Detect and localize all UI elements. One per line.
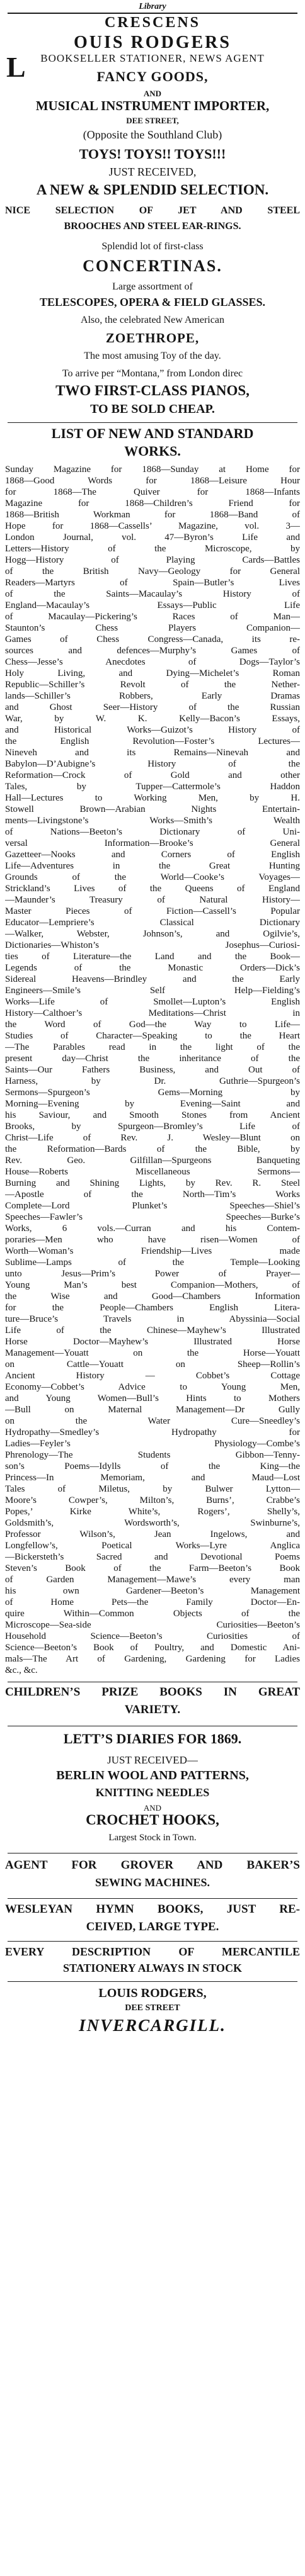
- ad-line: Grounds of the World—Cooke’s Voyages—: [5, 873, 300, 882]
- ad-line: Works, 6 vols.—Curran and his Contem-: [5, 1224, 300, 1234]
- ad-line: his Saviour, and Smooth Stones from Ancient: [5, 1111, 300, 1120]
- ad-line: Speeches—Fawler’s Speeches—Burke’s: [5, 1213, 300, 1222]
- ad-line: Horse Doctor—Mayhew’s Illustrated Horse: [5, 1337, 300, 1347]
- ad-line: The most amusing Toy of the day.: [84, 351, 221, 361]
- ad-line: TWO FIRST-CLASS PIANOS,: [55, 383, 250, 398]
- header-rule: [8, 13, 297, 14]
- ad-line: Longfellow’s, Poetical Works—Lyre Anglica: [5, 1541, 300, 1551]
- ad-line: of Home Pets—the Family Doctor—En-: [5, 1598, 300, 1607]
- ad-line: Hydropathy—Smedley’s Hydropathy for: [5, 1428, 300, 1437]
- ad-line: the Wise and Good—Chambers Information: [5, 1292, 300, 1302]
- ad-line: mals—The Art of Gardening, Gardening for Ladies: [5, 1655, 300, 1664]
- ad-line: A NEW & SPLENDID SELECTION.: [36, 183, 269, 197]
- ad-line: Ancient History — Cobbet’s Cottage: [5, 1371, 300, 1381]
- ad-line: Magazine for 1868—Children’s Friend for: [5, 499, 300, 509]
- ad-line: Sermons—Spurgeon’s Gems—Morning by: [5, 1088, 300, 1098]
- ad-line: Brooks, by Spurgeon—Bromley’s Life of: [5, 1122, 300, 1132]
- ad-line: Dictionaries—Whiston’s Josephus—Curiosi-: [5, 941, 300, 950]
- ad-line: Moore’s Cowper’s, Milton’s, Burns’, Crabbe’s: [5, 1496, 300, 1505]
- ad-line: To arrive per “Montana,” from London direc: [62, 369, 243, 379]
- ad-line: Science—Beeton’s Book of Poultry, and Domestic Ani-: [5, 1643, 300, 1653]
- ad-line: Steven’s Book of the Farm—Beeton’s Book: [5, 1564, 300, 1573]
- ad-line: Letters—History of the Microscope, by: [5, 544, 300, 554]
- ad-line: of Garden Management—Mawe’s every man: [5, 1575, 300, 1585]
- ad-line: Engineers—Smile’s Self Help—Fielding’s: [5, 986, 300, 996]
- ad-line: MUSICAL INSTRUMENT IMPORTER,: [35, 99, 270, 113]
- ad-line: sources and defences—Murphy’s Games of: [5, 646, 300, 656]
- ad-line: DEE STREET: [125, 2004, 180, 2013]
- ad-line: and Historical Works—Guizot’s History of: [5, 726, 300, 735]
- ad-line: ture—Bruce’s Travels in Abyssinia—Social: [5, 1315, 300, 1324]
- ad-line: BROOCHES AND STEEL EAR-RINGS.: [64, 222, 241, 232]
- ad-line: of the British Navy—Geology for General: [5, 567, 300, 577]
- ad-line: Stowell Brown—Arabian Nights Entertain-: [5, 805, 300, 814]
- ad-line: VARIETY.: [124, 1704, 181, 1716]
- ad-line: Rev. Geo. Gilfillan—Spurgeons Banqueting: [5, 1156, 300, 1166]
- ad-line: INVERCARGILL.: [79, 2017, 226, 2034]
- stationery-rule: [8, 1941, 297, 1942]
- ad-line: Also, the celebrated New American: [81, 315, 224, 325]
- ad-line: Sidereal Heavens—Brindley and the Early: [5, 975, 300, 984]
- ad-line: Readers—Martyrs of Spain—Butler’s Lives: [5, 578, 300, 588]
- ad-line: CROCHET HOOKS,: [86, 1813, 219, 1827]
- ad-line: —Apostle of the North—Tim’s Works: [5, 1190, 300, 1200]
- ad-line: AND: [143, 89, 162, 98]
- ad-line: Goldsmith’s, Wordsworth’s, Swinburne’s,: [5, 1519, 300, 1528]
- ad-line: LOUIS RODGERS,: [98, 1987, 207, 1999]
- ad-line: Worth—Woman’s Friendship—Lives made: [5, 1247, 300, 1256]
- ad-line: Princess—In Memoriam, and Maud—Lost: [5, 1473, 300, 1483]
- ad-line: present day—Christ the inheritance of the: [5, 1054, 300, 1064]
- ad-line: TOYS! TOYS!! TOYS!!!: [79, 147, 226, 161]
- ad-line: Life—Adventures in the Great Hunting: [5, 862, 300, 871]
- ad-line: LIST OF NEW AND STANDARD: [51, 427, 254, 441]
- ad-line: —Bull on Maternal Management—Dr Gully: [5, 1405, 300, 1415]
- ad-line: EVERY DESCRIPTION OF MERCANTILE: [5, 1946, 300, 1957]
- ad-line: the Reformation—Bards of the Bible, by: [5, 1145, 300, 1154]
- ad-line: Republic—Schiller’s Revolt of the Nether-: [5, 680, 300, 690]
- ad-line: Nineveh and its Remains—Ninevah and: [5, 748, 300, 758]
- ad-line: War, by W. K. Kelly—Bacon’s Essays,: [5, 714, 300, 724]
- ad-line: Sunday Magazine for 1868—Sunday at Home for: [5, 465, 300, 475]
- ad-line: Tales, by Tupper—Cattermole’s Haddon: [5, 782, 300, 792]
- ad-line: Management—Youatt on the Horse—Youatt: [5, 1349, 300, 1358]
- ad-line: the Word of God—the Way to Life—: [5, 1020, 300, 1030]
- ad-line: LETT’S DIARIES FOR 1869.: [63, 1732, 242, 1746]
- ad-line: Harness, by Dr. Guthrie—Spurgeon’s: [5, 1077, 300, 1086]
- ad-line: Hogg—History of Playing Cards—Battles: [5, 556, 300, 565]
- ad-line: Studies of Character—Speaking to the Heart: [5, 1032, 300, 1041]
- ad-line: (Opposite the Southland Club): [83, 129, 222, 140]
- ad-line: Morning—Evening by Evening—Saint and: [5, 1100, 300, 1109]
- ad-line: Hope for 1868—Cassells’ Magazine, vol. 3—: [5, 522, 300, 531]
- ad-line: —Walker, Webster, Johnson’s, and Ogilvie’s,: [5, 930, 300, 939]
- drop-cap-letter: L: [6, 51, 26, 83]
- ad-line: NICE SELECTION OF JET AND STEEL: [5, 206, 300, 216]
- ad-line: Largest Stock in Town.: [108, 1833, 197, 1843]
- ad-line: Life of the Chinese—Mayhew’s Illustrated: [5, 1326, 300, 1336]
- ad-line: of Macaulay—Pickering’s Races of Man—: [5, 612, 300, 622]
- ad-line: Complete—Lord Plunket’s Speeches—Shiel’s: [5, 1201, 300, 1211]
- ad-line: CONCERTINAS.: [83, 258, 222, 274]
- ad-line: CRESCENS: [104, 15, 201, 30]
- ad-line: AND: [143, 1804, 162, 1812]
- ad-line: —The Parables read in the light of the: [5, 1043, 300, 1052]
- ad-line: OUIS RODGERS: [74, 34, 231, 52]
- ad-line: 1868—Good Words for 1868—Leisure Hour: [5, 476, 300, 486]
- ad-line: JUST RECEIVED—: [107, 1755, 198, 1765]
- ad-line: Works—Life of Smollet—Lupton’s English: [5, 998, 300, 1007]
- ad-line: TELESCOPES, OPERA & FIELD GLASSES.: [39, 296, 266, 308]
- ad-line: Tales of Miletus, by Bulwer Lytton—: [5, 1485, 300, 1494]
- ad-line: London Journal, vol. 47—Byron’s Life and: [5, 533, 300, 543]
- signature-rule: [8, 1981, 297, 1982]
- ad-line: of the Saints—Macaulay’s History of: [5, 590, 300, 599]
- ad-line: Saints—Our Fathers Business, and Out of: [5, 1066, 300, 1075]
- ad-line: BOOKSELLER STATIONER, NEWS AGENT: [40, 53, 265, 64]
- ad-line: ZOETHROPE,: [105, 332, 200, 345]
- ad-line: Christ—Life of Rev. J. Wesley—Blunt on: [5, 1133, 300, 1143]
- ad-line: ments—Livingstone’s Works—Smith’s Wealth: [5, 816, 300, 826]
- ad-line: House—Roberts Miscellaneous Sermons—: [5, 1167, 300, 1177]
- ad-line: Staunton’s Chess Players Companion—: [5, 624, 300, 633]
- ad-line: AGENT FOR GROVER AND BAKER’S: [5, 1859, 300, 1871]
- ad-line: Babylon—D’Aubigne’s History of the: [5, 760, 300, 769]
- ad-line: Professor Wilson’s, Jean Ingelows, and: [5, 1530, 300, 1539]
- ad-line: —Bickersteth’s Sacred and Devotional Poems: [5, 1553, 300, 1562]
- ad-line: Splendid lot of first-class: [101, 242, 204, 252]
- ad-line: unto Jesus—Prim’s Power of Prayer—: [5, 1269, 300, 1279]
- ad-line: DEE STREET,: [126, 116, 179, 125]
- ad-line: History—Calthoer’s Meditations—Christ in: [5, 1009, 300, 1018]
- ad-line: England—Macaulay’s Essays—Public Life: [5, 601, 300, 610]
- ad-line: STATIONERY ALWAYS IN STOCK: [63, 1962, 242, 1974]
- ad-line: Economy—Cobbet’s Advice to Young Men,: [5, 1383, 300, 1392]
- ad-line: Phrenology—The Students Gibbon—Tenny-: [5, 1451, 300, 1460]
- ad-line: Reformation—Crock of Gold and other: [5, 771, 300, 780]
- ad-line: SEWING MACHINES.: [95, 1877, 210, 1888]
- ad-line: Household Science—Beeton’s Curiosities of: [5, 1632, 300, 1641]
- ad-line: JUST RECEIVED,: [108, 166, 197, 177]
- ad-line: ties of Literature—the Land and the Book—: [5, 952, 300, 962]
- ad-line: lands—Schiller’s Robbers, Early Dramas: [5, 692, 300, 701]
- ad-line: Holy Living, and Dying—Michelet’s Roman: [5, 669, 300, 678]
- ad-line: for the People—Chambers English Litera-: [5, 1303, 300, 1313]
- ad-line: CEIVED, LARGE TYPE.: [86, 1921, 219, 1933]
- library-header: Library: [139, 2, 166, 11]
- ad-line: his own Gardener—Beeton’s Management: [5, 1587, 300, 1596]
- ad-line: versal Information—Brooke’s General: [5, 839, 300, 848]
- ad-line: Young Man’s best Companion—Mothers, of: [5, 1281, 300, 1290]
- ad-line: Strickland’s Lives of the Queens of England: [5, 884, 300, 894]
- ad-line: and Ghost Seer—History of the Russian: [5, 703, 300, 712]
- ad-line: WORKS.: [124, 444, 181, 458]
- ad-line: Gazetteer—Nooks and Corners of English: [5, 850, 300, 860]
- ad-line: of Nations—Beeton’s Dictionary of Uni-: [5, 828, 300, 837]
- ad-line: Popes,’ Kirke White’s, Rogers’, Shelly’s,: [5, 1507, 300, 1517]
- ad-line: poraries—Men who have risen—Women of: [5, 1235, 300, 1245]
- ad-line: KNITTING NEEDLES: [95, 1787, 210, 1798]
- ad-line: TO BE SOLD CHEAP.: [90, 403, 215, 415]
- ad-line: quire Within—Common Objects of the: [5, 1609, 300, 1619]
- ad-line: Master Pieces of Fiction—Cassell’s Popular: [5, 907, 300, 916]
- ad-line: Microscope—Sea-side Curiosities—Beeton’s: [5, 1621, 300, 1630]
- ad-line: WESLEYAN HYMN BOOKS, JUST RE-: [5, 1903, 300, 1915]
- ad-line: Burning and Shining Lights, by Rev. R. Steel: [5, 1179, 300, 1188]
- ad-line: on Cattle—Youatt on Sheep—Rollin’s: [5, 1360, 300, 1370]
- works-list-rule: [8, 422, 297, 423]
- ad-line: Hall—Lectures to Working Men, by H.: [5, 794, 300, 803]
- ad-line: Educator—Lempriere’s Classical Dictionary: [5, 918, 300, 928]
- ad-line: Chess—Jesse’s Anecdotes of Dogs—Taylor’s: [5, 658, 300, 667]
- ad-line: Sublime—Lamps of the Temple—Looking: [5, 1258, 300, 1268]
- ad-line: son’s Poems—Idylls of the King—the: [5, 1462, 300, 1471]
- ad-line: the English Revolution—Foster’s Lectures—: [5, 737, 300, 746]
- ad-line: &c., &c.: [5, 1666, 38, 1675]
- ad-line: for 1868—The Quiver for 1868—Infants: [5, 488, 300, 497]
- ad-line: CHILDREN’S PRIZE BOOKS IN GREAT: [5, 1686, 300, 1698]
- ad-line: 1868—British Workman for 1868—Band of: [5, 510, 300, 520]
- ad-line: on the Water Cure—Sneedley’s: [5, 1417, 300, 1426]
- ad-line: FANCY GOODS,: [96, 70, 209, 84]
- ad-line: —Maunder’s Treasury of Natural History—: [5, 896, 300, 905]
- ad-line: Games of Chess Congress—Canada, its re-: [5, 635, 300, 644]
- ad-line: Ladies—Feyler’s Physiology—Combe’s: [5, 1439, 300, 1449]
- ad-line: Large assortment of: [112, 282, 193, 292]
- ad-line: BERLIN WOOL AND PATTERNS,: [56, 1769, 249, 1782]
- ad-line: Legends of the Monastic Orders—Dick’s: [5, 964, 300, 973]
- hymn-books-rule: [8, 1898, 297, 1899]
- ad-line: and Young Women—Bull’s Hints to Mothers: [5, 1394, 300, 1403]
